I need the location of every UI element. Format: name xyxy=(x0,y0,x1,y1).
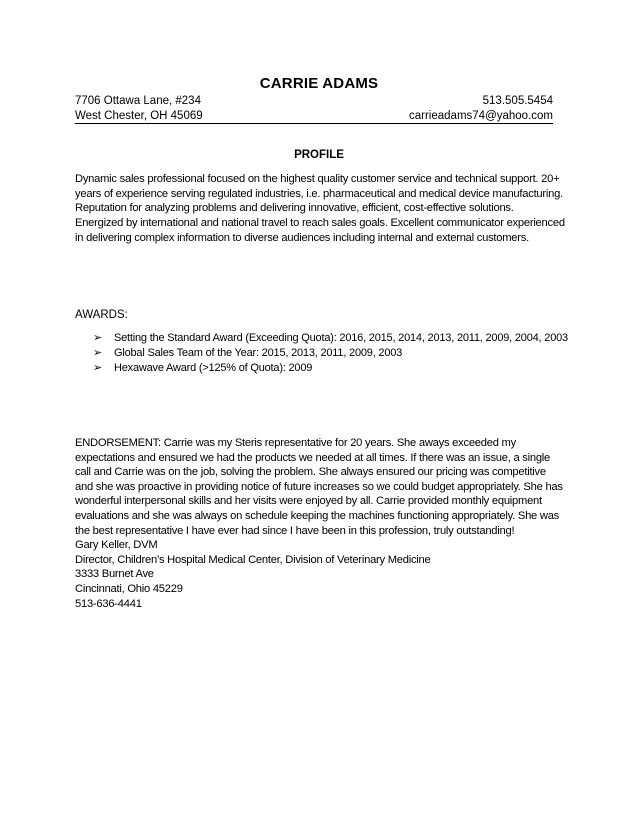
contact-row-1 xyxy=(75,95,553,107)
endorsement-line: ENDORSEMENT: Carrie was my Steris representative for 20 years. She aways exceeded my xyxy=(75,437,516,449)
awards-heading: AWARDS: xyxy=(75,309,128,321)
profile-line: in delivering complex information to diverse audiences including internal and external customers. xyxy=(75,231,529,244)
arrow-bullet-icon: ➢ xyxy=(93,347,103,359)
address-line-2: West Chester, OH 45069 xyxy=(75,110,203,122)
endorser-name: Gary Keller, DVM xyxy=(75,539,158,552)
arrow-bullet-icon: ➢ xyxy=(93,362,103,374)
profile-paragraph xyxy=(75,172,567,246)
endorsement-line: evaluations and she was always on schedule keeping the machines functioning appropriately. She was xyxy=(75,509,560,522)
award-text: Hexawave Award (>125% of Quota): 2009 xyxy=(114,361,313,374)
resume-name: CARRIE ADAMS xyxy=(259,75,379,92)
endorsement-line: expectations and ensured we had the products we needed at all times. If there was an issue, a single xyxy=(75,451,551,464)
endorsement-line: and she was proactive in providing notice of future increases so we could budget appropriately. She has xyxy=(75,480,563,493)
arrow-bullet-icon: ➢ xyxy=(93,332,103,344)
email-address: carrieadams74@yahoo.com xyxy=(409,110,553,122)
contact-row-2 xyxy=(75,110,553,124)
phone-number: 513.505.5454 xyxy=(482,95,553,107)
award-text: Setting the Standard Award (Exceeding Quota): 2016, 2015, 2014, 2013, 2011, 2009, 2004, 2003 xyxy=(114,331,568,344)
endorser-title: Director, Children’s Hospital Medical Center, Division of Veterinary Medicine xyxy=(75,553,431,566)
endorser-street: 3333 Burnet Ave xyxy=(75,568,154,581)
endorser-phone: 513-636-4441 xyxy=(75,597,142,610)
endorsement-line: the best representative I have ever had since I have been in this profession, truly outstanding! xyxy=(75,524,515,537)
awards-list xyxy=(93,330,568,375)
endorsement-block xyxy=(75,436,575,611)
award-text: Global Sales Team of the Year: 2015, 2013, 2011, 2009, 2003 xyxy=(114,346,403,359)
profile-line: years of experience serving regulated industries, i.e. pharmaceutical and medical device manufacturing. xyxy=(75,187,563,200)
profile-line: Energized by international and national travel to reach sales goals. Excellent communicator experienced xyxy=(75,217,565,230)
endorsement-line: call and Carrie was on the job, solving the problem. She always ensured our pricing was competitive xyxy=(75,466,546,479)
profile-line: Reputation for analyzing problems and delivering innovative, efficient, cost-effective solutions. xyxy=(75,202,514,215)
endorser-city: Cincinnati, Ohio 45229 xyxy=(75,582,183,595)
address-line-1: 7706 Ottawa Lane, #234 xyxy=(75,95,201,107)
profile-line: Dynamic sales professional focused on the highest quality customer service and technical support. 20+ xyxy=(75,173,560,185)
award-item xyxy=(93,360,568,375)
award-item xyxy=(93,330,568,345)
profile-heading: PROFILE xyxy=(294,149,344,161)
award-item xyxy=(93,345,568,360)
endorsement-line: wonderful interpersonal skills and her visits were enjoyed by all. Carrie provided monthly equipment xyxy=(75,495,542,508)
